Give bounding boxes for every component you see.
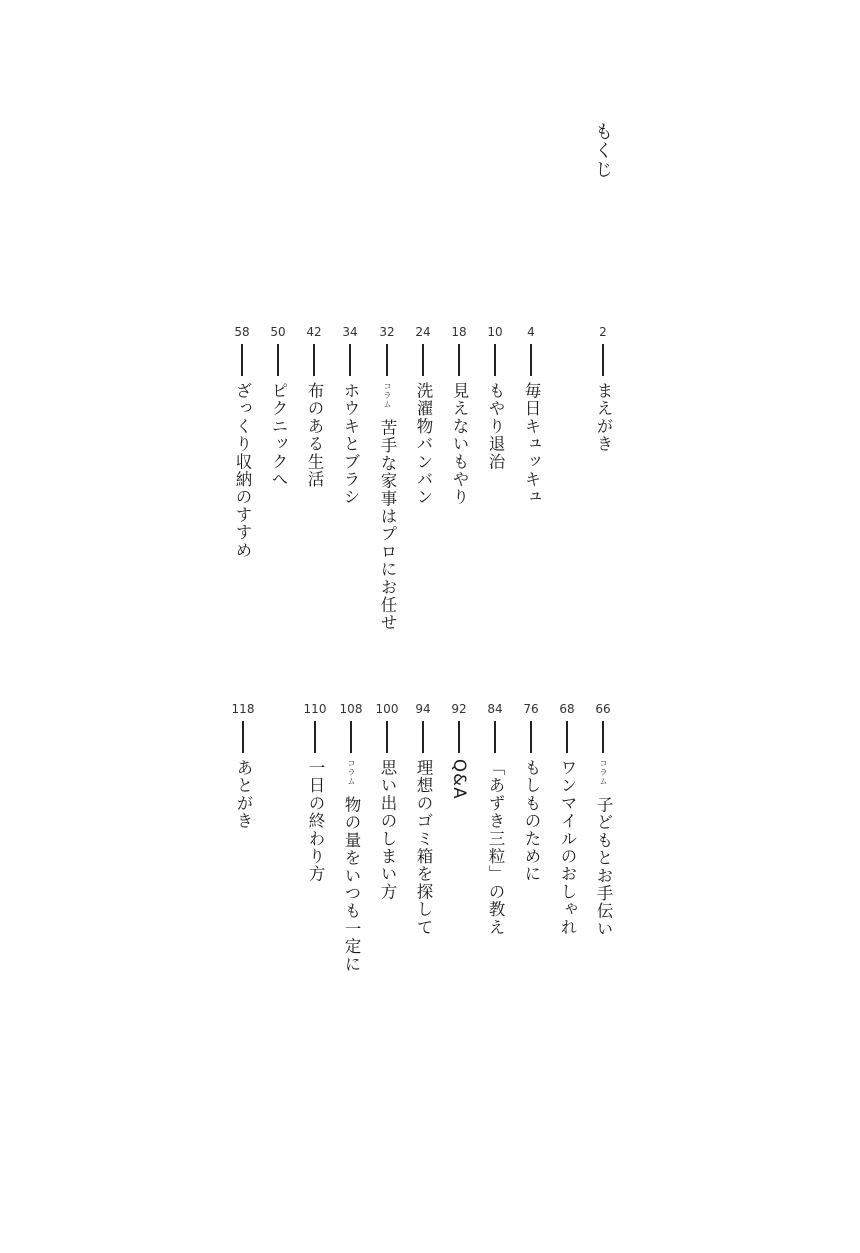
leader-rule <box>386 344 388 376</box>
entry-title: 苦手な家事はプロにお任せ <box>378 419 397 632</box>
toc-entry <box>231 702 255 830</box>
entry-title: 見えないもやり <box>450 382 469 506</box>
page-number: 42 <box>306 325 322 339</box>
leader-rule <box>349 344 351 376</box>
page-number: 118 <box>231 702 255 716</box>
leader-rule <box>458 344 460 376</box>
entry-title: まえがき <box>594 382 613 453</box>
page-number: 68 <box>559 702 575 716</box>
leader-rule <box>277 344 279 376</box>
toc-entry <box>230 325 254 559</box>
toc-entry <box>375 702 399 901</box>
page-number: 50 <box>270 325 286 339</box>
toc-entry <box>338 325 362 506</box>
page-number: 4 <box>527 325 535 339</box>
column-label: コラム <box>347 759 356 786</box>
entry-title: Q&A <box>450 759 469 800</box>
toc-entry-column <box>339 702 363 973</box>
toc-entry <box>519 702 543 883</box>
page-number: 76 <box>523 702 539 716</box>
page-number: 92 <box>451 702 467 716</box>
leader-rule <box>494 344 496 376</box>
leader-rule <box>313 344 315 376</box>
entry-title: 一日の終わり方 <box>306 759 325 883</box>
page-number: 32 <box>379 325 395 339</box>
toc-entry <box>483 325 507 471</box>
toc-entry <box>266 325 290 488</box>
toc-entry <box>411 325 435 506</box>
page-title: もくじ <box>592 122 613 179</box>
page-number: 66 <box>595 702 611 716</box>
toc-entry <box>519 325 543 506</box>
leader-rule <box>602 721 604 753</box>
leader-rule <box>458 721 460 753</box>
leader-rule <box>494 721 496 753</box>
page-number: 10 <box>487 325 503 339</box>
entry-title: 理想のゴミ箱を探して <box>414 759 433 936</box>
leader-rule <box>241 344 243 376</box>
page-number: 18 <box>451 325 467 339</box>
column-label: コラム <box>599 759 608 786</box>
page-number: 2 <box>599 325 607 339</box>
leader-rule <box>602 344 604 376</box>
entry-title: ワンマイルのおしゃれ <box>558 759 577 936</box>
page-number: 108 <box>339 702 363 716</box>
toc-entry <box>591 325 615 453</box>
toc-entry <box>483 702 507 936</box>
entry-title: 思い出のしまい方 <box>378 759 397 901</box>
toc-entry <box>303 702 327 883</box>
entry-title: 洗濯物バンバン <box>414 382 433 506</box>
toc-entry-column <box>375 325 399 631</box>
leader-rule <box>314 721 316 753</box>
page-number: 110 <box>303 702 327 716</box>
entry-title: 物の量をいつも一定に <box>342 796 361 973</box>
leader-rule <box>530 344 532 376</box>
page-number: 94 <box>415 702 431 716</box>
toc-entry <box>411 702 435 936</box>
page-number: 24 <box>415 325 431 339</box>
entry-title: ピクニックへ <box>269 382 288 489</box>
leader-rule <box>422 344 424 376</box>
toc-entry <box>555 702 579 936</box>
toc-entry <box>447 702 471 800</box>
entry-title: 毎日キュッキュ <box>522 382 541 506</box>
page-number: 58 <box>234 325 250 339</box>
page-number: 100 <box>375 702 399 716</box>
entry-title: 子どもとお手伝い <box>594 796 613 938</box>
entry-title: 「あずき三粒」の教え <box>486 759 505 936</box>
entry-title: もやり退治 <box>486 382 505 471</box>
entry-title: ざっくり収納のすすめ <box>233 382 252 559</box>
page-number: 34 <box>342 325 358 339</box>
page-number: 84 <box>487 702 503 716</box>
leader-rule <box>566 721 568 753</box>
entry-title: 布のある生活 <box>305 382 324 489</box>
toc-entry <box>447 325 471 506</box>
entry-title: ホウキとブラシ <box>341 382 360 506</box>
entry-title: もしものために <box>522 759 541 883</box>
toc-entry <box>302 325 326 488</box>
leader-rule <box>386 721 388 753</box>
leader-rule <box>530 721 532 753</box>
toc-entry-column <box>591 702 615 938</box>
column-label: コラム <box>383 382 392 409</box>
leader-rule <box>422 721 424 753</box>
entry-title: あとがき <box>234 759 253 830</box>
leader-rule <box>242 721 244 753</box>
leader-rule <box>350 721 352 753</box>
